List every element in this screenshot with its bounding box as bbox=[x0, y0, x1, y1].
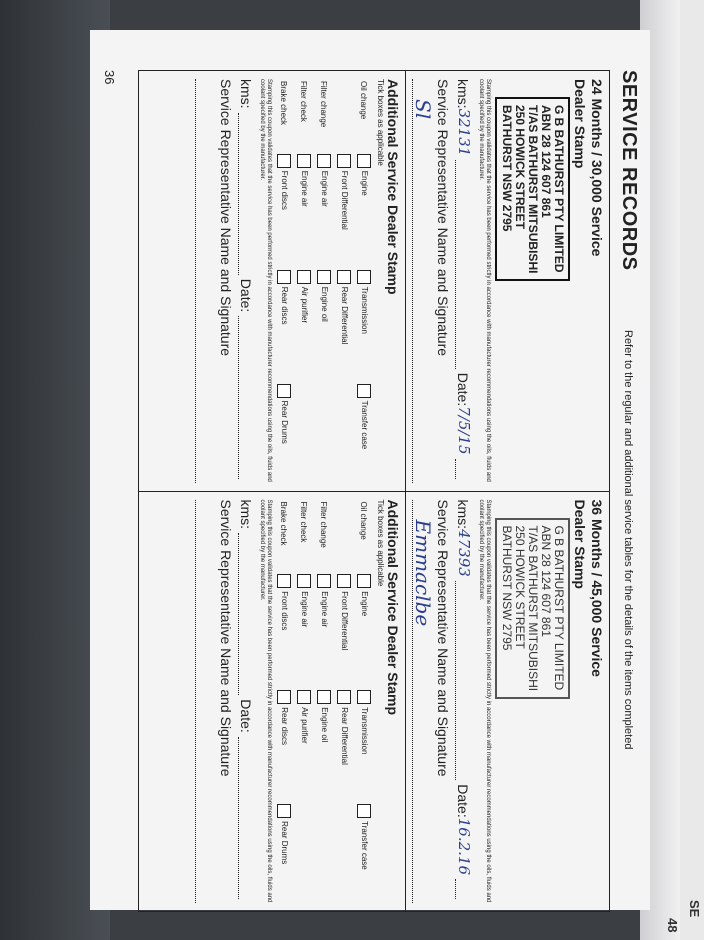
page-note: Refer to the regular and additional service tables for the details of the items completed bbox=[622, 330, 634, 750]
checkbox[interactable] bbox=[357, 154, 371, 168]
signature-line bbox=[412, 500, 435, 904]
check-empty bbox=[314, 802, 334, 903]
page-title: SERVICE RECORDS bbox=[618, 70, 640, 271]
kms-line bbox=[455, 160, 470, 368]
signature: Emmaclbe bbox=[411, 519, 435, 627]
checklist-row bbox=[354, 500, 374, 904]
checkbox[interactable] bbox=[297, 270, 311, 284]
row-label bbox=[334, 79, 354, 152]
date-label: Date: bbox=[238, 278, 254, 313]
signature-label: Service Representative Name and Signature bbox=[218, 499, 234, 777]
checkbox[interactable] bbox=[357, 270, 371, 284]
check-label: Rear discs bbox=[279, 707, 289, 745]
next-page-heading: 48 bbox=[665, 918, 680, 933]
next-page-title: SE bbox=[687, 900, 702, 918]
additional-fine-print: Stamping this coupon validates that the service has been performed strictly in accordance with manufacturer recommendations using the oils, fluids and coolant specified by the manufacturer. bbox=[259, 79, 272, 482]
row-label: Filter change bbox=[319, 501, 329, 548]
checkbox[interactable] bbox=[277, 574, 291, 588]
check-label: Rear Drums bbox=[279, 821, 289, 865]
checklist-row bbox=[354, 79, 374, 483]
check-item[interactable] bbox=[294, 572, 314, 688]
check-label: Air purifier bbox=[299, 286, 309, 324]
checkbox[interactable] bbox=[337, 574, 351, 588]
date-line bbox=[238, 737, 253, 899]
checkbox[interactable] bbox=[317, 270, 331, 284]
checkbox[interactable] bbox=[277, 384, 291, 398]
stamp-line: BATHURST NSW 2795 bbox=[500, 105, 514, 232]
tick-note: Tick boxes as applicable bbox=[376, 79, 385, 166]
checklist-row bbox=[274, 79, 294, 483]
check-empty bbox=[334, 802, 354, 903]
stamp-line: ABN 28 124 607 861 bbox=[539, 105, 553, 218]
check-item[interactable] bbox=[274, 802, 294, 903]
checkbox[interactable] bbox=[337, 154, 351, 168]
additional-title: Additional Service Dealer Stamp bbox=[385, 499, 401, 716]
check-label: Transfer case bbox=[359, 821, 369, 870]
checklist bbox=[274, 79, 374, 483]
service-heading: 36 Months / 45,000 Service bbox=[589, 499, 605, 677]
check-item[interactable] bbox=[334, 688, 354, 802]
check-item[interactable] bbox=[334, 152, 354, 268]
stamp-line: G B BATHURST PTY LIMITED bbox=[552, 525, 566, 691]
checklist-row bbox=[314, 500, 334, 904]
checkbox[interactable] bbox=[357, 804, 371, 818]
check-label: Engine bbox=[359, 170, 369, 196]
checklist-row bbox=[334, 500, 354, 904]
check-item[interactable] bbox=[274, 382, 294, 483]
date-value: 16.2.16 bbox=[455, 817, 473, 875]
kms-date-row bbox=[455, 79, 473, 483]
checkbox[interactable] bbox=[297, 690, 311, 704]
service-column-2 bbox=[139, 492, 609, 912]
dealer-stamp-label: Dealer Stamp bbox=[572, 499, 588, 589]
check-item[interactable] bbox=[274, 268, 294, 382]
kms-line bbox=[238, 113, 253, 275]
tick-note: Tick boxes as applicable bbox=[376, 499, 385, 587]
check-item[interactable] bbox=[274, 152, 294, 268]
check-item[interactable] bbox=[314, 152, 334, 268]
check-empty bbox=[294, 382, 314, 483]
check-item[interactable] bbox=[334, 572, 354, 688]
checkbox[interactable] bbox=[317, 690, 331, 704]
signature-label: Service Representative Name and Signature bbox=[435, 499, 451, 777]
kms-date-row bbox=[455, 500, 473, 904]
checklist-row bbox=[294, 500, 314, 904]
stamp-line: BATHURST NSW 2795 bbox=[500, 525, 514, 651]
row-label: Filter change bbox=[319, 81, 329, 128]
check-label: Air purifier bbox=[299, 707, 309, 744]
check-label: Front Differential bbox=[339, 170, 349, 230]
stamp-line: G B BATHURST PTY LIMITED bbox=[552, 105, 566, 273]
checkbox[interactable] bbox=[297, 574, 311, 588]
check-item[interactable] bbox=[314, 572, 334, 688]
stamp-line: ABN 28 124 607 861 bbox=[539, 525, 553, 637]
check-label: Rear discs bbox=[279, 286, 289, 325]
check-empty bbox=[314, 382, 334, 483]
check-item[interactable] bbox=[334, 268, 354, 382]
check-item[interactable] bbox=[274, 572, 294, 688]
check-item[interactable] bbox=[294, 688, 314, 802]
check-label: Engine oil bbox=[319, 707, 329, 743]
kms-line bbox=[455, 581, 470, 780]
check-item[interactable] bbox=[354, 572, 374, 688]
checkbox[interactable] bbox=[317, 154, 331, 168]
checklist-row bbox=[314, 79, 334, 483]
row-label: Oil change bbox=[359, 501, 369, 540]
service-heading: 24 Months / 30,000 Service bbox=[589, 79, 605, 257]
stamp-line: 250 HOWICK STREET bbox=[513, 525, 527, 649]
service-grid bbox=[138, 70, 610, 912]
checkbox[interactable] bbox=[317, 574, 331, 588]
check-label: Transmission bbox=[359, 707, 369, 755]
check-label: Engine air bbox=[299, 591, 309, 628]
checkbox[interactable] bbox=[357, 690, 371, 704]
additional-title: Additional Service Dealer Stamp bbox=[385, 79, 401, 295]
kms-label: kms: bbox=[238, 79, 254, 109]
check-empty bbox=[294, 802, 314, 903]
check-item[interactable] bbox=[354, 382, 374, 483]
page-number: 36 bbox=[102, 70, 117, 85]
service-column-1 bbox=[139, 71, 609, 492]
checklist-row bbox=[274, 500, 294, 904]
date-value: 7/5/15 bbox=[455, 406, 473, 455]
check-label: Rear Differential bbox=[339, 286, 349, 345]
stamp-line: T/AS BATHURST MITSUBISHI bbox=[526, 525, 540, 692]
check-item[interactable] bbox=[274, 688, 294, 802]
checkbox[interactable] bbox=[277, 690, 291, 704]
kms-label: kms: bbox=[455, 499, 471, 530]
date-line bbox=[455, 879, 470, 899]
checkbox[interactable] bbox=[277, 154, 291, 168]
check-label: Front discs bbox=[279, 170, 289, 210]
checkbox[interactable] bbox=[277, 270, 291, 284]
checklist bbox=[274, 500, 374, 904]
kms-label: kms: bbox=[455, 79, 471, 109]
check-label: Rear Drums bbox=[279, 400, 289, 444]
check-item[interactable] bbox=[294, 152, 314, 268]
signature-label: Service Representative Name and Signature bbox=[218, 79, 234, 357]
date-line bbox=[238, 316, 253, 478]
additional-kms-date-row bbox=[238, 79, 254, 483]
signature-line bbox=[195, 500, 218, 904]
section-divider bbox=[405, 71, 406, 491]
check-label: Front discs bbox=[279, 591, 289, 631]
check-label: Engine air bbox=[319, 170, 329, 207]
check-item[interactable] bbox=[314, 268, 334, 382]
row-label: Brake check bbox=[279, 81, 289, 126]
checkbox[interactable] bbox=[357, 574, 371, 588]
checkbox[interactable] bbox=[337, 270, 351, 284]
row-label: Filter check bbox=[299, 81, 309, 122]
stamp-line: 250 HOWICK STREET bbox=[513, 105, 527, 230]
date-label: Date: bbox=[455, 372, 471, 407]
date-label: Date: bbox=[238, 699, 254, 733]
checklist-row bbox=[294, 79, 314, 483]
check-item[interactable] bbox=[294, 268, 314, 382]
date-line bbox=[455, 459, 470, 479]
row-label: Filter check bbox=[299, 501, 309, 543]
validation-fine-print: Stamping this coupon validates that the service has been performed strictly in accordance with manufacturer recommendations using the oils, fluids and coolant specified by the manufacturer. bbox=[478, 79, 491, 482]
signature: Sl bbox=[411, 99, 435, 120]
dealer-stamp-label: Dealer Stamp bbox=[572, 79, 588, 169]
check-label: Transmission bbox=[359, 286, 369, 334]
row-label: Oil change bbox=[359, 81, 369, 120]
check-label: Transfer case bbox=[359, 400, 369, 450]
kms-value: 47393 bbox=[455, 529, 473, 577]
validation-fine-print: Stamping this coupon validates that the service has been performed strictly in accordance with manufacturer recommendations using the oils, fluids and coolant specified by the manufacturer. bbox=[478, 499, 491, 903]
row-label bbox=[334, 500, 354, 573]
check-empty bbox=[334, 382, 354, 483]
check-item[interactable] bbox=[354, 688, 374, 802]
signature-label: Service Representative Name and Signature bbox=[435, 79, 451, 357]
service-records-page bbox=[90, 30, 650, 910]
additional-kms-date-row bbox=[238, 500, 254, 904]
kms-label: kms: bbox=[238, 499, 254, 530]
stamp-line: T/AS BATHURST MITSUBISHI bbox=[526, 105, 540, 274]
section-divider bbox=[405, 492, 406, 912]
checkbox[interactable] bbox=[297, 154, 311, 168]
signature-line bbox=[412, 79, 435, 483]
dealer-stamp bbox=[495, 97, 570, 281]
kms-line bbox=[238, 533, 253, 695]
date-label: Date: bbox=[455, 784, 471, 818]
checkbox[interactable] bbox=[357, 384, 371, 398]
check-item[interactable] bbox=[354, 802, 374, 903]
check-label: Engine oil bbox=[319, 286, 329, 322]
checkbox[interactable] bbox=[277, 804, 291, 818]
check-label: Engine air bbox=[319, 591, 329, 628]
check-label: Engine bbox=[359, 591, 369, 617]
checkbox[interactable] bbox=[337, 690, 351, 704]
check-item[interactable] bbox=[354, 152, 374, 268]
check-item[interactable] bbox=[314, 688, 334, 802]
signature-line bbox=[195, 79, 218, 483]
check-label: Rear Differential bbox=[339, 707, 349, 765]
check-label: Front Differential bbox=[339, 591, 349, 651]
check-label: Engine air bbox=[299, 170, 309, 207]
row-label: Brake check bbox=[279, 501, 289, 546]
dealer-stamp bbox=[495, 518, 570, 700]
check-item[interactable] bbox=[354, 268, 374, 382]
additional-fine-print: Stamping this coupon validates that the service has been performed strictly in accordance with manufacturer recommendations using the oils, fluids and coolant specified by the manufacturer. bbox=[259, 499, 272, 903]
kms-value: 32131 bbox=[455, 108, 473, 157]
checklist-row bbox=[334, 79, 354, 483]
